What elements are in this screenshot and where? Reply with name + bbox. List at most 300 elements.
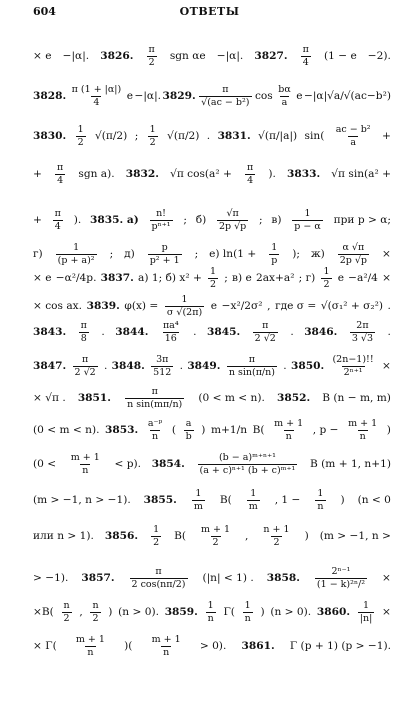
numerator: 1 <box>244 600 251 611</box>
denominator: 2 √2 <box>254 332 276 344</box>
numerator: 1 <box>250 488 257 499</box>
denominator: 512 <box>153 366 172 378</box>
answer-text: > −1). <box>33 571 69 584</box>
answer-text: √(π/2) <box>95 129 128 142</box>
answer-text: (m > −1, n > −1). <box>33 493 131 506</box>
denominator: n <box>82 464 89 476</box>
numerator: ac − b² <box>335 124 371 135</box>
denominator: (p + a)² <box>57 254 95 266</box>
answer-text: , <box>245 529 249 542</box>
page-header <box>0 6 419 22</box>
answer-text: (n > 0). <box>118 605 159 618</box>
fraction <box>69 453 102 475</box>
denominator: n <box>359 430 366 442</box>
denominator: n <box>317 500 324 512</box>
numerator: π <box>54 208 61 219</box>
answer-text: e <box>126 89 133 102</box>
numerator: π <box>262 320 269 331</box>
answer-text: где σ = <box>275 299 317 312</box>
answer-text: Γ( <box>223 605 235 618</box>
fraction <box>130 567 188 589</box>
answer-text: B (n − m, m) <box>322 391 391 404</box>
answer-text: (n > 0). <box>270 605 312 618</box>
problem-number: 3848. <box>111 359 145 372</box>
answer-line <box>33 82 391 110</box>
denominator: 2 <box>212 536 219 548</box>
answer-text: ; <box>109 247 114 260</box>
answer-text: cos <box>255 89 273 102</box>
numerator: 1 <box>323 266 330 277</box>
denominator: 2ⁿ⁺¹ <box>343 366 363 378</box>
numerator: 1 <box>73 242 80 253</box>
fraction <box>74 635 107 657</box>
denominator: n sin(mπ/n) <box>127 398 183 410</box>
fraction <box>148 125 158 147</box>
answer-text: ; <box>194 247 199 260</box>
answer-line <box>33 416 391 444</box>
numerator: 1 <box>181 294 188 305</box>
denominator: 2 cos(nπ/2) <box>131 578 186 590</box>
answer-text: √(π/2) <box>167 129 200 142</box>
answer-text: × e <box>33 271 52 284</box>
answer-text: + <box>33 167 42 180</box>
numerator: 3π <box>156 354 169 365</box>
answer-text: √(σ₁² + σ₂²) <box>320 299 383 312</box>
denominator: 2p √p <box>218 220 247 232</box>
fraction <box>227 355 277 377</box>
problem-number: 3858. <box>266 571 300 584</box>
fraction <box>70 85 124 107</box>
denominator: (1 − k)²ⁿ/² <box>316 578 366 590</box>
answer-text: sgn αe <box>169 49 206 62</box>
denominator: n <box>87 646 94 658</box>
denominator: a <box>281 96 288 108</box>
fraction <box>151 355 173 377</box>
answer-line <box>33 486 391 514</box>
answer-text: (n < 0 <box>357 493 391 506</box>
fraction <box>301 45 311 67</box>
answer-text: а) 1; б) x² + <box>138 271 202 284</box>
numerator: πa⁴ <box>162 320 179 331</box>
problem-number: 3837. <box>100 271 134 284</box>
numerator: 1 <box>77 124 84 135</box>
answer-text: −2). <box>367 49 391 62</box>
numerator: 1 <box>271 242 278 253</box>
problem-number: 3844. <box>115 325 149 338</box>
fraction <box>55 163 65 185</box>
answer-text: e <box>296 89 303 102</box>
fraction <box>151 525 161 547</box>
fraction <box>150 209 173 231</box>
fraction <box>206 601 216 623</box>
answer-text: )( <box>124 639 133 652</box>
answer-text: B( <box>174 529 187 542</box>
answer-text: в) e <box>232 271 252 284</box>
answer-text: . <box>387 299 391 312</box>
answer-text: sgn a). <box>78 167 115 180</box>
denominator: 2 √2 <box>74 366 96 378</box>
answer-text: × √π . <box>33 391 66 404</box>
fraction <box>192 489 205 511</box>
denominator: p <box>271 254 278 266</box>
answer-text: B( <box>252 423 265 436</box>
problem-number: 3854. <box>151 457 185 470</box>
denominator: (a + c)ⁿ⁺¹ (b + c)ᵐ⁺¹ <box>199 464 296 476</box>
answer-line <box>33 122 391 150</box>
problem-number: 3851. <box>77 391 111 404</box>
answer-text: (1 − e <box>323 49 357 62</box>
answer-text: × <box>382 605 391 618</box>
problem-number: 3852. <box>276 391 311 404</box>
answer-text: ) <box>108 605 113 618</box>
answer-text: −|α|. <box>62 49 90 62</box>
fraction <box>334 125 373 147</box>
numerator: (2n−1)!! <box>332 354 374 365</box>
answer-text: д) <box>124 247 135 260</box>
numerator: 1 <box>207 600 214 611</box>
fraction <box>315 567 367 589</box>
denominator: n <box>207 612 214 624</box>
problem-number: 3829. <box>162 89 196 102</box>
answer-text: при p > α; <box>333 213 391 226</box>
answer-text: −a²/4 <box>348 271 378 284</box>
answer-text: B (m + 1, n+1) <box>310 457 391 470</box>
denominator: 2 <box>63 612 70 624</box>
problem-number: 3859. <box>164 605 198 618</box>
numerator: n! <box>156 208 166 219</box>
fraction <box>198 453 298 475</box>
answer-text: × <box>382 359 391 372</box>
fraction <box>148 243 182 265</box>
answer-text: . <box>103 359 108 372</box>
answer-line <box>33 264 391 292</box>
denominator: √(ac − b²) <box>201 96 250 108</box>
answer-text: ) <box>201 423 206 436</box>
fraction <box>247 489 260 511</box>
numerator: m + 1 <box>348 418 378 429</box>
fraction <box>146 419 164 441</box>
denominator: 4 <box>302 56 309 68</box>
answer-text: 2ax+a² <box>255 271 295 284</box>
numerator: 1 <box>304 208 311 219</box>
answer-line <box>33 632 391 660</box>
answer-line <box>33 564 391 592</box>
answer-text: ). <box>268 167 276 180</box>
denominator: n <box>163 646 170 658</box>
fraction <box>208 267 218 289</box>
denominator: 3 √3 <box>351 332 374 344</box>
answer-text: < p). <box>114 457 142 470</box>
denominator: 4 <box>54 220 61 232</box>
answer-line <box>33 598 391 626</box>
problem-number: 3826. <box>100 49 134 62</box>
fraction <box>199 85 251 107</box>
fraction <box>56 243 97 265</box>
answer-text: . <box>179 359 183 372</box>
denominator: 4 <box>57 174 64 186</box>
answer-text: . <box>283 359 287 372</box>
problem-number: 3861. <box>241 639 275 652</box>
page-number: 604 <box>33 5 56 18</box>
denominator: p² + 1 <box>149 254 180 266</box>
answer-text: √(π/|a|) <box>258 129 298 142</box>
answer-line <box>33 450 391 478</box>
numerator: π <box>148 44 155 55</box>
answer-text: × Γ( <box>33 639 57 652</box>
answer-text: ; <box>224 271 228 284</box>
numerator: π <box>80 320 87 331</box>
fraction <box>321 267 331 289</box>
problem-number: 3830. <box>33 129 67 142</box>
numerator: π <box>246 162 254 173</box>
answer-text: . <box>290 325 294 338</box>
problem-number: 3835. а) <box>90 213 139 226</box>
answer-text: + <box>33 213 42 226</box>
problem-number: 3853. <box>105 423 139 436</box>
answer-text: , <box>79 605 83 618</box>
answer-text: или n > 1). <box>33 529 94 542</box>
denominator: pⁿ⁺¹ <box>151 220 171 232</box>
answer-text: е) ln(1 + <box>209 247 257 260</box>
problem-number: 3832. <box>125 167 159 180</box>
answer-text: , <box>267 299 271 312</box>
denominator: a <box>350 136 356 148</box>
numerator: 1 <box>363 600 370 611</box>
fraction <box>62 601 72 623</box>
fraction <box>338 243 369 265</box>
answer-text: . <box>101 325 105 338</box>
numerator: a <box>185 418 192 429</box>
denominator: 2p √p <box>339 254 368 266</box>
numerator: π <box>57 162 64 173</box>
answer-text: (0 < m < n). <box>198 391 265 404</box>
answer-text: в) <box>271 213 282 226</box>
denominator: 2 <box>92 612 99 624</box>
numerator: 2ⁿ⁻¹ <box>331 566 351 577</box>
numerator: 1 <box>195 488 202 499</box>
numerator: π <box>302 44 309 55</box>
fraction <box>150 635 183 657</box>
fraction <box>350 321 375 343</box>
answer-text: Γ (p + 1) (p > −1). <box>289 639 391 652</box>
answer-text: ×B( <box>33 605 54 618</box>
fraction <box>269 243 279 265</box>
numerator: a⁻ᵖ <box>147 418 163 429</box>
problem-number: 3833. <box>286 167 321 180</box>
fraction <box>184 419 194 441</box>
answer-text: −α²/4p. <box>55 271 97 284</box>
problem-number: 3828. <box>33 89 67 102</box>
denominator: 2 <box>210 278 217 290</box>
denominator: n <box>151 430 159 442</box>
answer-text: ; г) <box>298 271 316 284</box>
answer-text: −x²/2σ² <box>221 299 263 312</box>
problem-number: 3856. <box>104 529 139 542</box>
fraction <box>165 295 204 317</box>
denominator: n <box>244 612 251 624</box>
answer-text: × cos ax. <box>33 299 83 312</box>
answer-line <box>33 384 391 412</box>
answer-text: (0 < m < n). <box>33 423 100 436</box>
numerator: bα <box>278 84 291 95</box>
answer-text: m+1/n <box>210 423 248 436</box>
answer-text: б) <box>195 213 207 226</box>
answer-text: −|α|√a/√(ac−b²) <box>303 89 391 102</box>
answer-text: ; <box>183 213 187 226</box>
denominator: n sin(π/n) <box>228 366 275 378</box>
fraction <box>358 601 375 623</box>
denominator: 2 <box>77 136 84 148</box>
numerator: 1 <box>153 524 160 535</box>
answer-text: (m > −1, n > <box>319 529 391 542</box>
numerator: π <box>155 566 162 577</box>
denominator: 4 <box>247 174 254 186</box>
numerator: 1 <box>149 124 156 135</box>
answer-text: × e <box>33 49 52 62</box>
answer-text: . <box>193 325 197 338</box>
fraction <box>217 209 248 231</box>
denominator: n <box>285 430 292 442</box>
problem-number: 3847. <box>33 359 67 372</box>
answer-text: B( <box>219 493 232 506</box>
denominator: p − α <box>294 220 321 232</box>
answer-text: × <box>382 271 391 284</box>
denominator: 2 <box>153 536 160 548</box>
answer-text: ) <box>386 423 391 436</box>
answer-text: × <box>382 571 391 584</box>
problem-number: 3845. <box>207 325 241 338</box>
numerator: 2π <box>356 320 369 331</box>
denominator: |n| <box>359 612 373 624</box>
denominator: 2 <box>149 136 156 148</box>
numerator: (b − a)ᵐ⁺ⁿ⁺¹ <box>218 452 276 463</box>
fraction <box>76 125 86 147</box>
answer-text: (0 < <box>33 457 57 470</box>
answer-line <box>33 352 391 380</box>
answer-text: ). <box>73 213 82 226</box>
answer-text: . <box>387 325 391 338</box>
numerator: √π <box>226 208 239 219</box>
answer-text: . <box>206 129 211 142</box>
fraction <box>199 525 232 547</box>
problem-number: 3843. <box>33 325 67 338</box>
answer-text: , p − <box>312 423 339 436</box>
numerator: π <box>81 354 89 365</box>
problem-number: 3839. <box>86 299 120 312</box>
numerator: n <box>92 600 99 611</box>
answer-text: ) <box>340 493 345 506</box>
denominator: m <box>193 500 203 512</box>
answer-text: , 1 − <box>274 493 301 506</box>
problem-number: 3850. <box>290 359 325 372</box>
fraction <box>315 489 325 511</box>
answer-text: ( <box>171 423 177 436</box>
fraction <box>90 601 100 623</box>
answer-text: √π sin(a² + <box>331 167 391 180</box>
numerator: n + 1 <box>263 524 290 535</box>
fraction <box>346 419 379 441</box>
answer-line <box>33 160 391 188</box>
fraction <box>276 85 293 107</box>
answer-text: ) <box>304 529 309 542</box>
problem-number: 3860. <box>316 605 351 618</box>
answer-text: + <box>381 129 391 142</box>
denominator: 8 <box>80 332 87 344</box>
answer-text: ж) <box>310 247 325 260</box>
numerator: α √π <box>342 242 365 253</box>
answer-line <box>33 42 391 70</box>
denominator: b <box>185 430 192 442</box>
answer-text: ; <box>134 129 139 142</box>
answer-text: > 0). <box>199 639 227 652</box>
denominator: σ √(2π) <box>166 306 203 318</box>
numerator: 1 <box>210 266 217 277</box>
fraction <box>272 419 305 441</box>
denominator: m <box>248 500 258 512</box>
numerator: π <box>248 354 256 365</box>
problem-number: 3846. <box>304 325 338 338</box>
answer-line <box>33 292 391 320</box>
answer-text: −|α|. <box>216 49 244 62</box>
numerator: π (1 + |α|) <box>71 84 122 95</box>
answer-text: e <box>210 299 218 312</box>
numerator: m + 1 <box>274 418 304 429</box>
answer-text: −|α|. <box>134 89 162 102</box>
fraction <box>79 321 89 343</box>
denominator: 4 <box>93 96 100 108</box>
denominator: 2 <box>273 536 280 548</box>
fraction <box>73 355 98 377</box>
denominator: 2 <box>323 278 330 290</box>
answer-line <box>33 522 391 550</box>
fraction <box>245 163 255 185</box>
problem-number: 3827. <box>254 49 288 62</box>
denominator: 2 <box>148 56 155 68</box>
answer-text: sin( <box>304 129 325 142</box>
answer-line <box>33 206 391 234</box>
numerator: π <box>222 84 229 95</box>
answer-text: ; <box>259 213 263 226</box>
fraction <box>292 209 323 231</box>
answer-text: × <box>381 247 391 260</box>
numerator: m + 1 <box>70 452 100 463</box>
numerator: m + 1 <box>151 634 181 645</box>
problem-number: 3849. <box>187 359 221 372</box>
fraction <box>53 209 63 231</box>
answer-text: ); <box>292 247 300 260</box>
fraction <box>253 321 278 343</box>
answer-text: ) <box>260 605 265 618</box>
problem-number: 3831. <box>217 129 251 142</box>
numerator: n <box>63 600 70 611</box>
answer-text: e <box>337 271 344 284</box>
answer-text: г) <box>33 247 43 260</box>
numerator: m + 1 <box>201 524 231 535</box>
numerator: 1 <box>317 488 324 499</box>
answer-text: φ(x) = <box>124 299 159 312</box>
fraction <box>243 601 253 623</box>
page-title: ОТВЕТЫ <box>179 5 240 18</box>
fraction <box>261 525 291 547</box>
fraction <box>161 321 181 343</box>
numerator: m + 1 <box>75 634 105 645</box>
denominator: 16 <box>164 332 177 344</box>
numerator: π <box>151 386 158 397</box>
numerator: p <box>161 242 168 253</box>
answer-text: √π cos(a² + <box>170 167 232 180</box>
problem-number: 3857. <box>81 571 115 584</box>
problem-number: 3855. <box>143 493 177 506</box>
